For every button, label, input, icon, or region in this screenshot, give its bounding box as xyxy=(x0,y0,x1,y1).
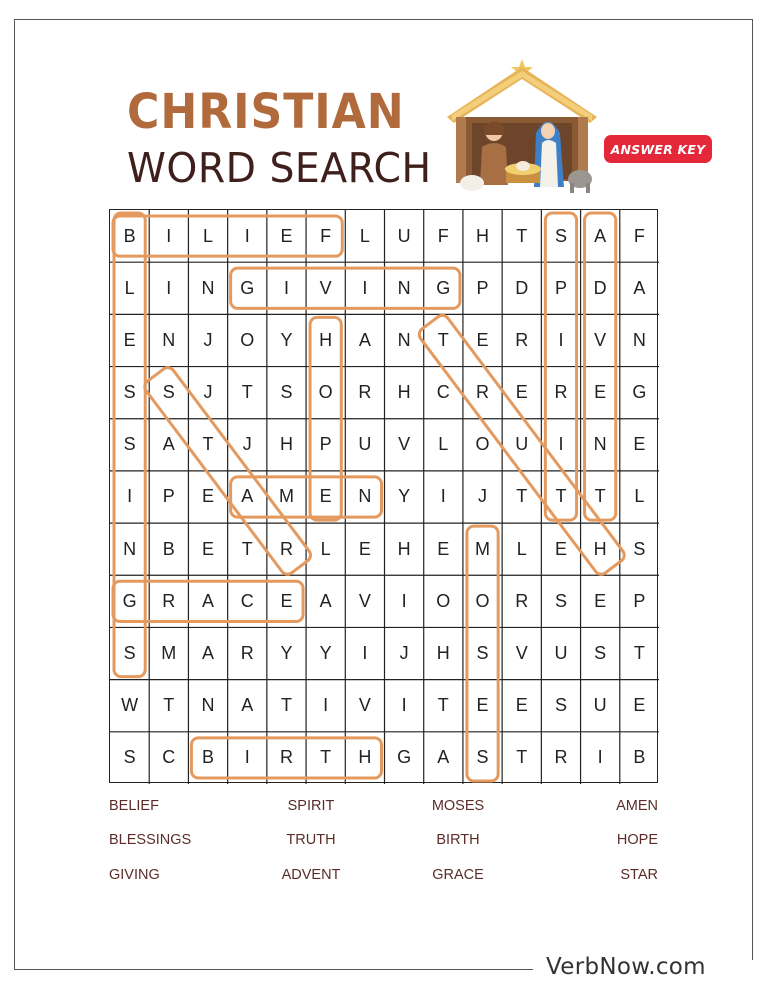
grid-cell: T xyxy=(280,695,292,716)
grid-cell: T xyxy=(594,486,606,507)
grid-cell: F xyxy=(320,225,332,246)
word-search-grid xyxy=(109,209,658,783)
grid-cell: R xyxy=(358,382,372,403)
grid-cell: Y xyxy=(280,643,293,664)
grid-cell: V xyxy=(515,643,528,664)
word-list-item: MOSES xyxy=(431,798,485,814)
grid-cell: M xyxy=(278,486,294,507)
grid-cell: E xyxy=(515,382,528,403)
grid-cell: E xyxy=(594,382,607,403)
grid-cell: R xyxy=(240,643,254,664)
grid-cell: V xyxy=(398,434,411,455)
grid-cell: I xyxy=(401,695,407,716)
grid-cell: E xyxy=(515,695,528,716)
grid-cell: L xyxy=(438,434,449,455)
grid-cell: S xyxy=(476,747,489,768)
grid-cell: B xyxy=(202,747,215,768)
grid-cell: S xyxy=(554,695,567,716)
grid-cell: G xyxy=(122,590,137,611)
grid-cell: T xyxy=(241,382,253,403)
word-list-item: ADVENT xyxy=(281,867,341,883)
grid-cell: V xyxy=(358,695,371,716)
grid-cell: L xyxy=(634,486,645,507)
grid-cell: N xyxy=(397,277,411,298)
grid-cell: A xyxy=(319,590,332,611)
grid-cell: H xyxy=(476,225,490,246)
grid-cell: E xyxy=(280,590,293,611)
grid-cell: A xyxy=(633,277,646,298)
grid-cell: H xyxy=(397,538,411,559)
word-list-item: BIRTH xyxy=(436,832,480,848)
title-line-1: CHRISTIAN xyxy=(127,84,405,140)
grid-cell: L xyxy=(359,225,370,246)
grid-cell: H xyxy=(397,382,411,403)
grid-cell: H xyxy=(593,538,607,559)
grid-cell: S xyxy=(554,225,567,246)
grid-cell: A xyxy=(202,643,215,664)
grid-cell: P xyxy=(162,486,175,507)
grid-cell: S xyxy=(123,382,136,403)
word-list-item: HOPE xyxy=(616,832,658,848)
grid-cell: A xyxy=(162,434,175,455)
grid-cell: S xyxy=(554,590,567,611)
grid-cell: O xyxy=(318,382,333,403)
grid-cell: T xyxy=(241,538,253,559)
grid-cell: S xyxy=(123,434,136,455)
grid-cell: H xyxy=(358,747,372,768)
grid-cell: T xyxy=(516,747,528,768)
grid-cell: I xyxy=(166,225,172,246)
grid-cell: T xyxy=(516,486,528,507)
grid-cell: U xyxy=(397,225,411,246)
grid-cell: N xyxy=(593,434,607,455)
word-list-item: BLESSINGS xyxy=(109,832,192,848)
grid-cell: F xyxy=(633,225,645,246)
grid-cell: U xyxy=(593,695,607,716)
grid-cell: E xyxy=(633,434,646,455)
grid-cell: G xyxy=(632,382,647,403)
grid-cell: I xyxy=(401,590,407,611)
grid-cell: E xyxy=(633,695,646,716)
grid-cell: A xyxy=(437,747,450,768)
grid-cell: H xyxy=(319,329,333,350)
grid-cell: P xyxy=(319,434,332,455)
grid-cell: A xyxy=(241,486,254,507)
word-list-item: BELIEF xyxy=(109,798,159,814)
grid-cell: D xyxy=(515,277,529,298)
grid-cell: R xyxy=(554,382,568,403)
grid-cell: R xyxy=(554,747,568,768)
grid-cell: V xyxy=(319,277,332,298)
grid-cell: P xyxy=(633,590,646,611)
grid-cell: I xyxy=(166,277,172,298)
grid-cell: R xyxy=(476,382,490,403)
word-list-item: GRACE xyxy=(432,867,484,883)
grid-cell: R xyxy=(279,747,293,768)
grid-cell: N xyxy=(632,329,646,350)
grid-cell: I xyxy=(283,277,289,298)
answer-key-badge: ANSWER KEY xyxy=(604,135,712,163)
grid-cell: C xyxy=(240,590,254,611)
grid-cell: U xyxy=(554,643,568,664)
word-list-item: STAR xyxy=(620,867,658,883)
grid-cell: N xyxy=(201,695,215,716)
word-list-item: AMEN xyxy=(616,798,658,814)
grid-cell: L xyxy=(320,538,331,559)
grid-cell: R xyxy=(162,590,176,611)
grid-cell: C xyxy=(436,382,450,403)
grid-cell: M xyxy=(475,538,491,559)
grid-cell: A xyxy=(202,590,215,611)
grid-cell: E xyxy=(280,225,293,246)
grid-cell: P xyxy=(554,277,567,298)
grid-cell: S xyxy=(123,643,136,664)
grid-cell: I xyxy=(362,643,368,664)
grid-cell: A xyxy=(594,225,607,246)
grid-cell: B xyxy=(123,225,136,246)
grid-cell: T xyxy=(437,329,449,350)
word-list-item: TRUTH xyxy=(286,832,336,848)
nativity-scene-illustration xyxy=(442,55,602,197)
grid-cell: H xyxy=(436,643,450,664)
grid-cell: N xyxy=(397,329,411,350)
grid-cell: E xyxy=(554,538,567,559)
grid-cell: Y xyxy=(280,329,293,350)
grid-cell: B xyxy=(633,747,646,768)
grid-cell: S xyxy=(476,643,489,664)
grid-cell: R xyxy=(515,590,529,611)
grid-cell: L xyxy=(516,538,527,559)
grid-cell: N xyxy=(358,486,372,507)
footer-url: VerbNow.com xyxy=(546,954,706,980)
grid-cell: S xyxy=(280,382,293,403)
grid-cell: Y xyxy=(398,486,411,507)
grid-cell: E xyxy=(476,695,489,716)
grid-cell: D xyxy=(593,277,607,298)
grid-cell: M xyxy=(161,643,177,664)
grid-cell: E xyxy=(476,329,489,350)
grid-cell: I xyxy=(362,277,368,298)
grid-cell: O xyxy=(475,590,490,611)
grid-cell: T xyxy=(163,695,175,716)
grid-cell: E xyxy=(358,538,371,559)
grid-cell: F xyxy=(437,225,449,246)
grid-cell: Y xyxy=(319,643,332,664)
grid-cell: H xyxy=(279,434,293,455)
grid-cell: G xyxy=(240,277,255,298)
grid-cell: J xyxy=(203,329,213,350)
grid-cell: T xyxy=(320,747,332,768)
grid-cell: P xyxy=(476,277,489,298)
grid-cell: L xyxy=(203,225,214,246)
word-list-item: SPIRIT xyxy=(287,798,335,814)
grid-cell: I xyxy=(244,225,250,246)
grid-cell: W xyxy=(121,695,139,716)
grid-cell: S xyxy=(162,382,175,403)
grid-cell: I xyxy=(127,486,133,507)
grid-cell: S xyxy=(594,643,607,664)
grid-cell: E xyxy=(202,538,215,559)
grid-cell: I xyxy=(558,329,564,350)
grid-cell: J xyxy=(242,434,252,455)
grid-cell: J xyxy=(203,382,213,403)
grid-cell: E xyxy=(319,486,332,507)
grid-cell: N xyxy=(201,277,215,298)
grid-cell: R xyxy=(515,329,529,350)
grid-cell: T xyxy=(202,434,214,455)
grid-cell: I xyxy=(244,747,250,768)
grid-cell: J xyxy=(478,486,488,507)
grid-cell: C xyxy=(162,747,176,768)
grid-cell: E xyxy=(437,538,450,559)
grid-cell: U xyxy=(515,434,529,455)
grid-cell: E xyxy=(123,329,136,350)
grid-cell: L xyxy=(124,277,135,298)
grid-cell: I xyxy=(597,747,603,768)
grid-cell: A xyxy=(358,329,371,350)
grid-cell: T xyxy=(437,695,449,716)
grid-cell: V xyxy=(358,590,371,611)
grid-cell: I xyxy=(323,695,329,716)
grid-cell: J xyxy=(399,643,409,664)
grid-cell: V xyxy=(594,329,607,350)
grid-cell: T xyxy=(555,486,567,507)
grid-cell: T xyxy=(516,225,528,246)
grid-cell: E xyxy=(202,486,215,507)
grid-cell: S xyxy=(123,747,136,768)
grid-cell: O xyxy=(240,329,255,350)
grid-cell: B xyxy=(162,538,175,559)
grid-cell: G xyxy=(436,277,451,298)
grid-cell: S xyxy=(633,538,646,559)
grid-cell: O xyxy=(475,434,490,455)
grid-cell: I xyxy=(558,434,564,455)
grid-cell: O xyxy=(436,590,451,611)
grid-cell: E xyxy=(594,590,607,611)
grid-cell: G xyxy=(397,747,412,768)
grid-cell: I xyxy=(440,486,446,507)
grid-cell: A xyxy=(241,695,254,716)
title-line-2: WORD SEARCH xyxy=(127,144,432,192)
grid-cell: T xyxy=(633,643,645,664)
grid-cell: N xyxy=(123,538,137,559)
grid-cell: U xyxy=(358,434,372,455)
grid-cell: N xyxy=(162,329,176,350)
word-list-item: GIVING xyxy=(109,867,160,883)
grid-cell: R xyxy=(279,538,293,559)
